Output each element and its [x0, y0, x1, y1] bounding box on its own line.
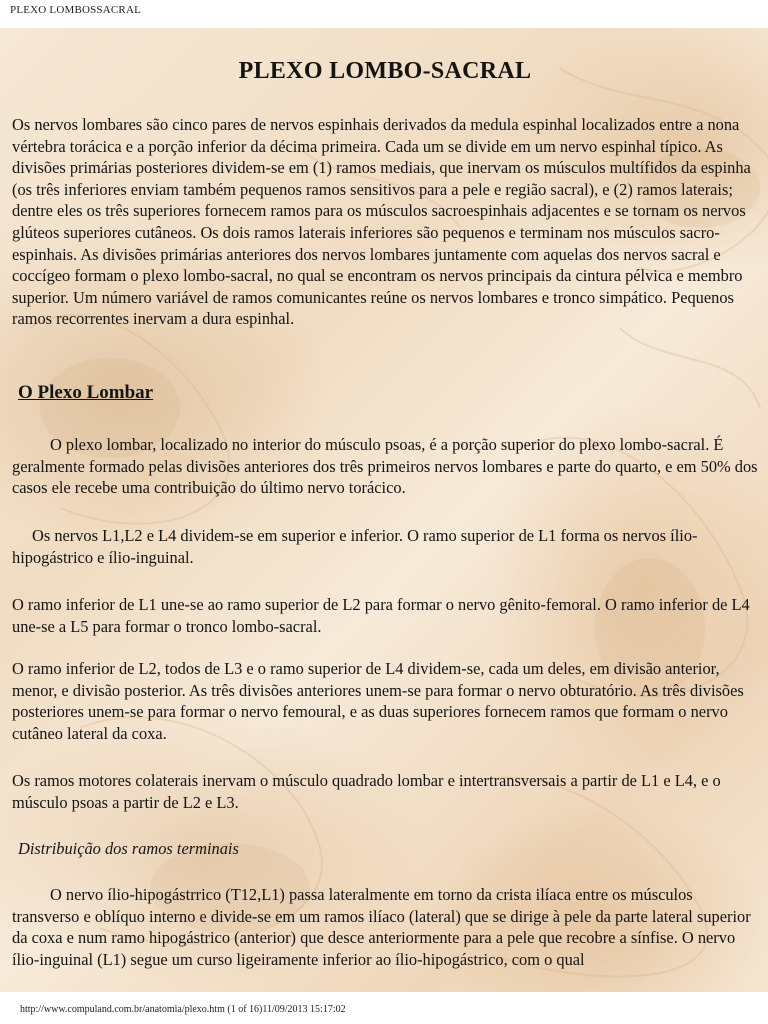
- print-header: PLEXO LOMBOSSACRAL: [10, 4, 142, 16]
- paragraph-5: Os ramos motores colaterais inervam o músculo quadrado lombar e intertransversais a partir de L1 e L4, e o músculo psoas a partir de L2 e L3.: [12, 771, 721, 812]
- paragraph-3: O ramo inferior de L1 une-se ao ramo superior de L2 para formar o nervo gênito-femoral. O ramo inferior de L4 une-se a L5 para formar o tronco lombo-sacral.: [12, 595, 750, 636]
- paragraph-1: O plexo lombar, localizado no interior do músculo psoas, é a porção superior do plexo lombo-sacral. É geralmente formado pelas divisões anteriores dos três primeiros nervos lombares e parte do quarto, e em 50% dos casos ele recebe uma contribuição do último nervo torácico.: [12, 435, 758, 498]
- section-heading: O Plexo Lombar: [18, 382, 154, 403]
- paragraph-6: O nervo ílio-hipogástrrico (T12,L1) passa lateralmente em torno da crista ilíaca entre os músculos transverso e oblíquo interno e divide-se em um ramos ilíaco (lateral) que se dirige à pele da parte lateral superior da coxa e num ramo hipogástrico (anterior) que desce anteriormente para a pele que recobre a sínfise. O nervo ílio-inguinal (L1) segue um curso ligeiramente inferior ao ílio-hipogástrico, com o qual: [12, 885, 751, 969]
- paragraph-4: O ramo inferior de L2, todos de L3 e o ramo superior de L4 dividem-se, cada um deles, em divisão anterior, menor, e divisão posterior. As três divisões anteriores unem-se para formar o nervo obturatório. As três divisões posteriores unem-se para formar o nervo femoural, e as duas superiores fornecem ramos que formam o nervo cutâneo lateral da coxa.: [12, 659, 744, 743]
- page-title: PLEXO LOMBO-SACRAL: [238, 58, 532, 84]
- document-page: [0, 28, 768, 992]
- intro-paragraph: Os nervos lombares são cinco pares de nervos espinhais derivados da medula espinhal localizados entre a nona vértebra torácica e a porção inferior da décima primeira. Cada um se divide em um nervo espinhal típico. As divisões primárias posteriores dividem-se em (1) ramos mediais, que inervam os músculos multífidos da espinha (os três inferiores enviam também pequenos ramos sensitivos para a pele e região sacral), e (2) ramos laterais; dentre eles os três superiores fornecem ramos para os músculos sacroespinhais adjacentes e se tornam os nervos glúteos superiores cutâneos. Os dois ramos laterais inferiores são pequenos e terminam nos músculos sacro-espinhais. As divisões primárias anteriores dos nervos lombares juntamente com aquelas dos nervos sacral e coccígeo formam o plexo lombo-sacral, no qual se encontram os nervos principais da cintura pélvica e membro superior. Um número variável de ramos comunicantes reúne os nervos lombares e tronco simpático. Pequenos ramos recorrentes inervam a dura espinhal.: [12, 115, 751, 329]
- paragraph-2: Os nervos L1,L2 e L4 dividem-se em superior e inferior. O ramo superior de L1 forma os nervos ílio-hipogástrico e ílio-inguinal.: [12, 526, 698, 567]
- subheading: Distribuição dos ramos terminais: [18, 839, 239, 858]
- print-footer: http://www.compuland.com.br/anatomia/plexo.htm (1 of 16)11/09/2013 15:17:02: [20, 1004, 346, 1015]
